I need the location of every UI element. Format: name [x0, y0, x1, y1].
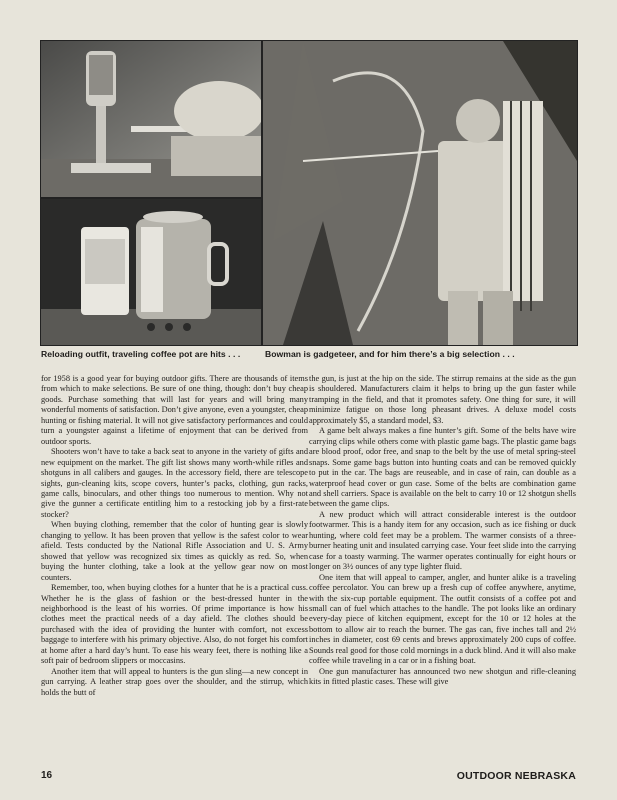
- paragraph: When buying clothing, remember that the color of hunting gear is slowly changing to yellow. It has been proven that yellow is the safest color to wear afield. Tests conducted by the National Rifle Association and U. S. Army showed that yellow was recognized six times as quickly as red. So, when buying the hunter clothing, take a look at the yellow gear now on most counters.: [41, 520, 308, 582]
- article-column-right: [309, 374, 576, 688]
- photo-caption-right: Bowman is gadgeteer, and for him there’s a big selection . . .: [265, 349, 515, 359]
- bowman-photo: [262, 40, 578, 346]
- paragraph: One gun manufacturer has announced two new shotgun and rifle-cleaning kits in fitted plastic cases. These will give: [309, 666, 576, 687]
- article-column-left: [41, 374, 308, 698]
- coffee-pot-photo: [40, 198, 262, 346]
- paragraph: the gun, is just at the hip on the side. The stirrup remains at the side as the gun is shouldered. Manufacturers claim it helps to bring up the gun faster while tramping in the field, and that it promotes safety. One thing for sure, it will minimize fatigue on those long pheasant drives. A deluxe model costs approximately $5, a standard model, $3.: [309, 374, 576, 425]
- paragraph: for 1958 is a good year for buying outdoor gifts. There are thousands of items from which to make selections. Be sure of one thing, though: don’t buy cheap goods. Purchase something that will last for years and will bring many wonderful moments of satisfaction. Don’t give anyone, even a youngster, cheap hunting or fishing material. It will not give satisfactory performances and could turn a youngster against a lifetime of enjoyment that can be derived from outdoor sports.: [41, 374, 308, 446]
- paragraph: Another item that will appeal to hunters is the gun sling—a new concept in gun carrying. A leather strap goes over the shoulder, and the stirrup, which holds the butt of: [41, 666, 308, 697]
- photo-caption-left: Reloading outfit, traveling coffee pot are hits . . .: [41, 349, 241, 359]
- magazine-name: OUTDOOR NEBRASKA: [456, 770, 576, 782]
- reloading-outfit-photo: [40, 40, 262, 198]
- paragraph: One item that will appeal to camper, angler, and hunter alike is a traveling coffee percolator. You can brew up a fresh cup of coffee anywhere, anytime, with the six-cup portable equipment. The outfit consists of a coffee pot and small can of fuel which attaches to the handle. The pot looks like an ordinary every-day piece of kitchen equipment, except for the 10 or 12 holes at the bottom to allow air to reach the burner. The gas can, five inches tall and 2½ inches in diameter, cost 69 cents and brews approximately 200 cups of coffee. Sounds real good for those cold mornings in a duck blind. And it will also make coffee while traveling in a car or in a fishing boat.: [309, 572, 576, 666]
- paragraph: A game belt always makes a fine hunter’s gift. Some of the belts have wire carrying clips while others come with plastic game bags. The plastic game bags are blood proof, odor free, and snap to the belt by the use of metal spring-steel snaps. Some game bags button into hunting coats and can be removed quickly to put in the car. The bags are reuseable, and in case of rain, can double as a waterproof head cover or gun case. Some of the belts are combination game and shell carriers. Space is available on the belt to carry 10 or 12 shotgun shells between the game clips.: [309, 426, 576, 509]
- paragraph: A new product which will attract considerable interest is the outdoor footwarmer. This is a handy item for any occasion, such as ice fishing or duck hunting, where cold feet may be a problem. The warmer consists of a three-burner heating unit and insulated carrying case. Your feet slide into the carrying case for a toasty warming. The warmer operates continually for eight hours or longer on 3½ ounces of any type lighter fluid.: [309, 509, 576, 572]
- page-number: 16: [41, 770, 53, 781]
- paragraph: Remember, too, when buying clothes for a hunter that he is a practical cuss. Whether he is the glass of fashion or the best-dressed hunter in the neighborhood is the least of his worries. Of prime importance is how his clothes meet the practical needs of a day afield. The clothes should be purchased with the idea of providing the hunter with comfort, not excess baggage to interfere with his primary objective. Also, do not forget his comfort at home after a hard day’s hunt. To ease his weary feet, there is nothing like a soft pair of bedroom slippers or moccasins.: [41, 583, 308, 666]
- paragraph: Shooters won’t have to take a back seat to anyone in the variety of gifts and new equipment on the market. The gift list shows many worth-while rifles and shotguns in all calibers and gauges. In the accessory field, there are telescope sights, gun-cleaning kits, scope covers, hunter’s packs, clothing, gun racks, game calls, binoculars, and other things too numerous to mention. Why not give the gunner a certificate entitling him to a restocking job by a first-rate stocker?: [41, 447, 308, 519]
